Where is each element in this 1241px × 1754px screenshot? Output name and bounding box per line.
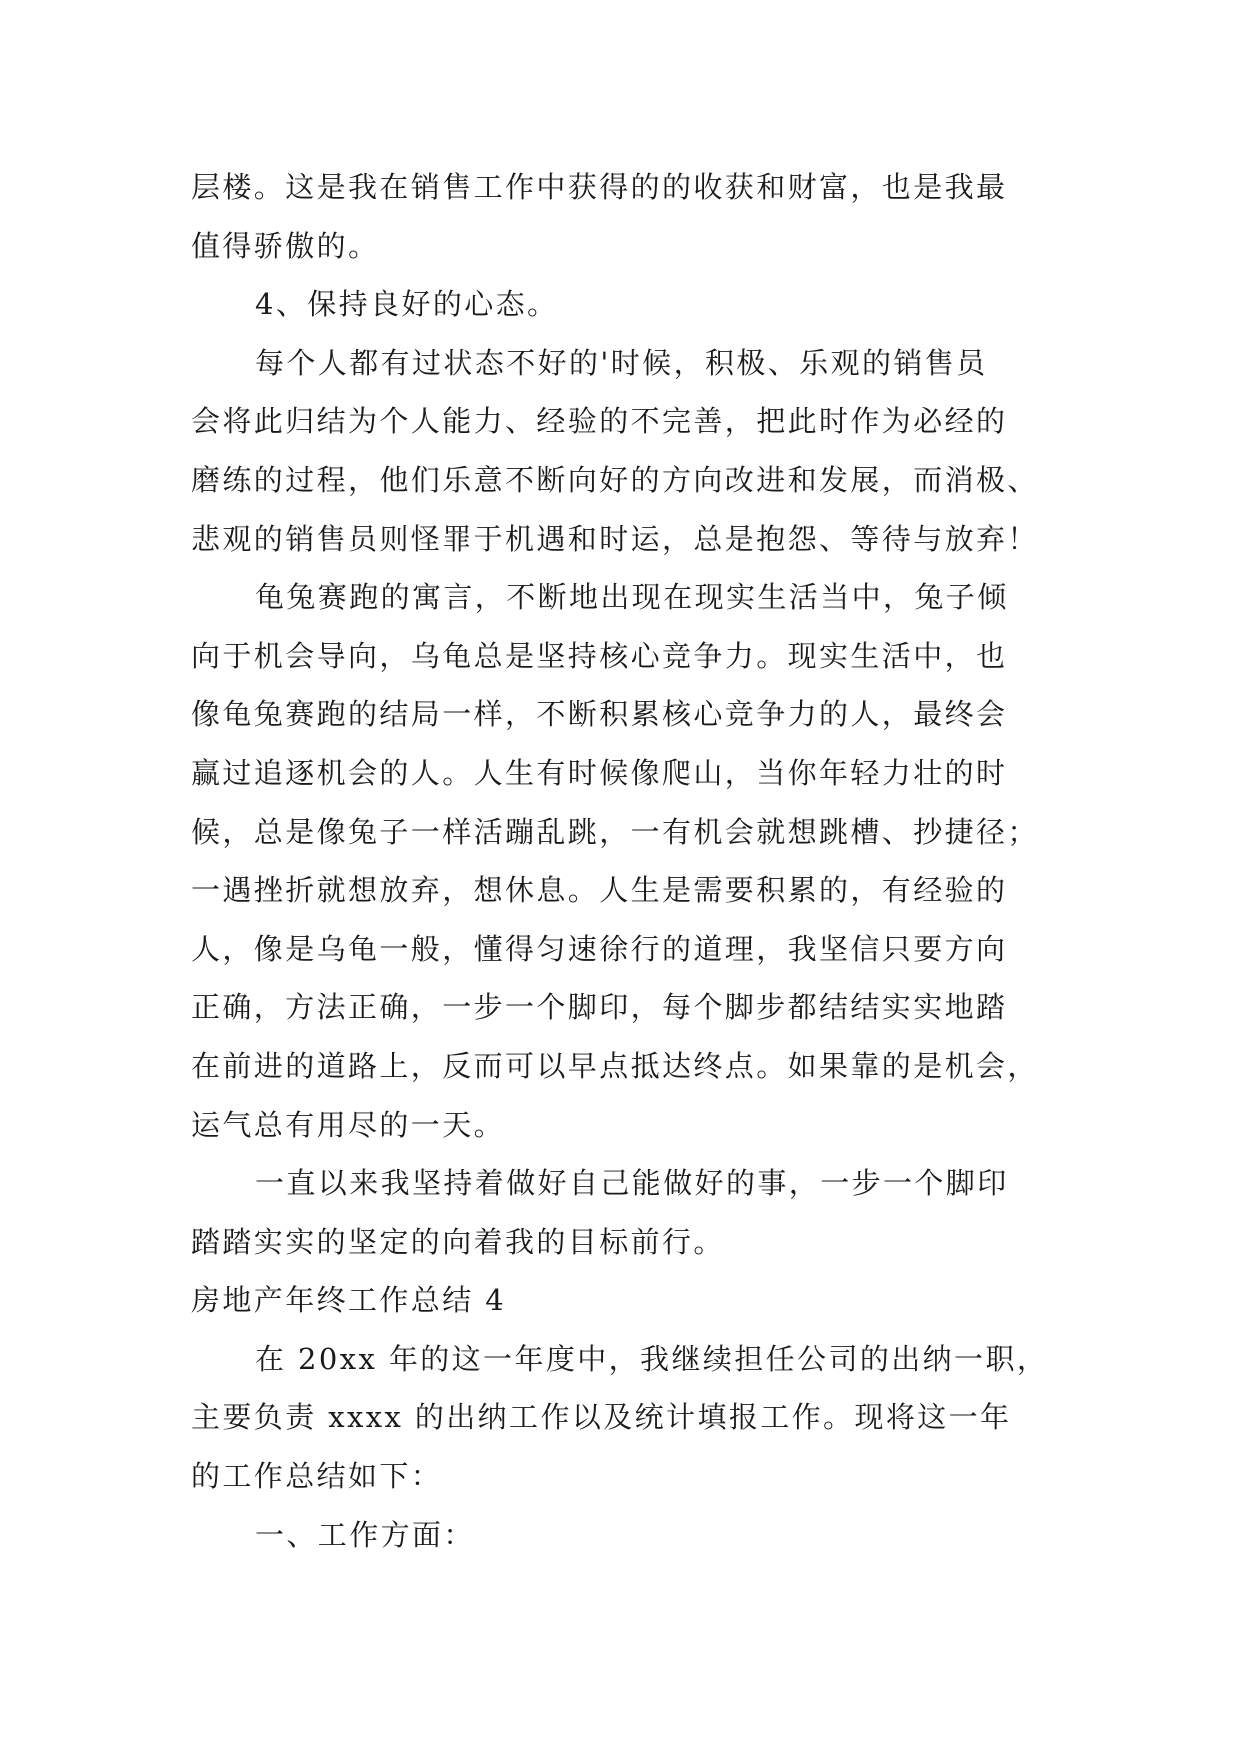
paragraph-line: 悲观的销售员则怪罪于机遇和时运，总是抱怨、等待与放弃！: [191, 521, 1039, 556]
paragraph-line: 主要负责 xxxx 的出纳工作以及统计填报工作。现将这一年: [191, 1400, 1012, 1435]
paragraph-line: 踏踏实实的坚定的向着我的目标前行。: [191, 1224, 725, 1259]
paragraph-line: 在 20xx 年的这一年度中，我继续担任公司的出纳一职，: [255, 1341, 1049, 1376]
paragraph-line: 磨练的过程，他们乐意不断向好的方向改进和发展，而消极、: [191, 462, 1039, 497]
paragraph-line: 赢过追逐机会的人。人生有时候像爬山，当你年轻力壮的时: [191, 755, 1008, 790]
section-heading: 4、保持良好的心态。: [255, 287, 559, 322]
paragraph-line: 每个人都有过状态不好的'时候，积极、乐观的销售员: [255, 345, 988, 380]
paragraph-line: 运气总有用尽的一天。: [191, 1107, 506, 1142]
paragraph-line: 向于机会导向，乌龟总是坚持核心竞争力。现实生活中，也: [191, 638, 1008, 673]
document-body: [191, 158, 1051, 1564]
paragraph-line: 一遇挫折就想放弃，想休息。人生是需要积累的，有经验的: [191, 873, 1008, 908]
paragraph-line: 值得骄傲的。: [191, 228, 380, 263]
paragraph-line: 像龟兔赛跑的结局一样，不断积累核心竞争力的人，最终会: [191, 697, 1008, 732]
document-title: 房地产年终工作总结 4: [191, 1283, 507, 1318]
paragraph-line: 在前进的道路上，反而可以早点抵达终点。如果靠的是机会，: [191, 1048, 1039, 1083]
paragraph-line: 层楼。这是我在销售工作中获得的的收获和财富，也是我最: [191, 170, 1008, 204]
paragraph-line: 的工作总结如下：: [191, 1459, 443, 1494]
paragraph-line: 正确，方法正确，一步一个脚印，每个脚步都结结实实地踏: [191, 990, 1008, 1025]
section-heading: 一、工作方面：: [255, 1517, 475, 1552]
paragraph-line: 人，像是乌龟一般，懂得匀速徐行的道理，我坚信只要方向: [191, 931, 1008, 966]
paragraph-line: 龟兔赛跑的寓言，不断地出现在现实生活当中，兔子倾: [255, 580, 1009, 615]
paragraph-line: 候，总是像兔子一样活蹦乱跳，一有机会就想跳槽、抄捷径；: [191, 814, 1039, 849]
paragraph-line: 会将此归结为个人能力、经验的不完善，把此时作为必经的: [191, 404, 1008, 439]
paragraph-line: 一直以来我坚持着做好自己能做好的事，一步一个脚印: [255, 1166, 1009, 1201]
